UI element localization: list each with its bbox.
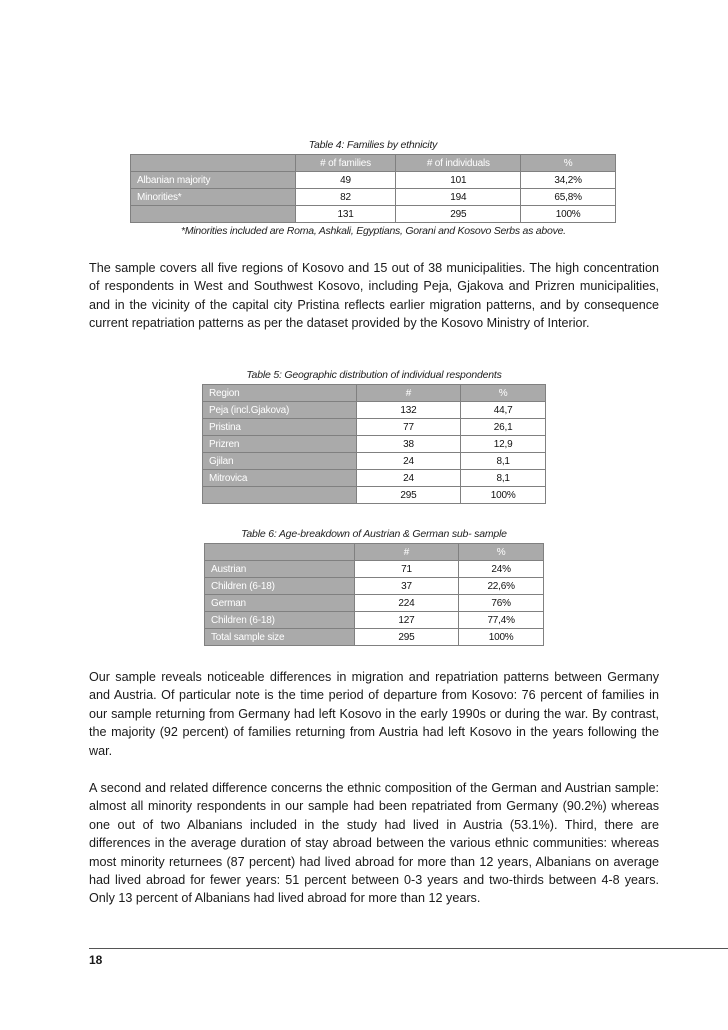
table-header-cell: # <box>354 544 459 561</box>
table-cell: 77,4% <box>459 612 544 629</box>
body-paragraph-3: A second and related difference concerns the ethnic composition of the German and Austrian sample: almost all minority respondents in our sample had been repatriated from Germany (90.2%) whereas one out of two Albanians included in the study had lived in Austria (53.1%). Third, there are differences in the average duration of stay abroad between the various ethnic communities: whereas most minority returnees (87 percent) had lived abroad for more than 12 years, Albanians on average had lived abroad for fewer years: 51 percent between 0-3 years and two-thirds between 4-8 years. Only 13 percent of Albanians had lived abroad for more than 12 years. <box>89 781 659 906</box>
table-cell: 49 <box>295 172 396 189</box>
table-cell: 71 <box>354 561 459 578</box>
row-label <box>203 487 357 504</box>
table-cell: 295 <box>354 629 459 646</box>
page-number: 18 <box>89 953 103 967</box>
table-total-row <box>203 487 546 504</box>
table4-footnote: *Minorities included are Roma, Ashkali, Egyptians, Gorani and Kosovo Serbs as above. <box>181 225 566 237</box>
body-paragraph-2: Our sample reveals noticeable differences in migration and repatriation patterns between Germany and Austria. Of particular note is the time period of departure from Kosovo: 76 percent of families in our sample returning from Germany had left Kosovo in the early 1990s or during the war. By contrast, the majority (92 percent) of families returning from Austria had left Kosovo in the years following the war. <box>89 670 659 758</box>
table-header-cell: % <box>459 544 544 561</box>
row-label: Children (6-18) <box>205 612 355 629</box>
row-label: Total sample size <box>205 629 355 646</box>
row-label: Albanian majority <box>131 172 296 189</box>
table-header-cell: % <box>461 385 546 402</box>
table-header-cell <box>131 155 296 172</box>
table-cell: 22,6% <box>459 578 544 595</box>
table-row <box>203 436 546 453</box>
body-paragraph-1: The sample covers all five regions of Kosovo and 15 out of 38 municipalities. The high concentration of respondents in West and Southwest Kosovo, including Peja, Gjakova and Prizren municipalities, and in the vicinity of the capital city Pristina reflects earlier migration patterns, and by consequence current repatriation patterns as per the dataset provided by the Kosovo Ministry of Interior. <box>89 261 659 331</box>
table-total-row <box>131 206 616 223</box>
row-label: Prizren <box>203 436 357 453</box>
table-cell: 38 <box>356 436 461 453</box>
table-header-cell <box>205 544 355 561</box>
table-cell: 82 <box>295 189 396 206</box>
table-cell: 76% <box>459 595 544 612</box>
table-cell: 24% <box>459 561 544 578</box>
table-cell: 295 <box>356 487 461 504</box>
table-cell: 34,2% <box>521 172 616 189</box>
table-cell: 224 <box>354 595 459 612</box>
row-label: Austrian <box>205 561 355 578</box>
table-row <box>131 189 616 206</box>
table-cell: 26,1 <box>461 419 546 436</box>
table-cell: 77 <box>356 419 461 436</box>
table-row <box>205 612 544 629</box>
table-row <box>203 470 546 487</box>
table-cell: 101 <box>396 172 521 189</box>
table-cell: 131 <box>295 206 396 223</box>
table-header-cell: # of families <box>295 155 396 172</box>
table5-caption: Table 5: Geographic distribution of individual respondents <box>246 369 502 381</box>
table-row <box>203 402 546 419</box>
table-cell: 44,7 <box>461 402 546 419</box>
table-cell: 24 <box>356 470 461 487</box>
table-header-cell: % <box>521 155 616 172</box>
table-header-row <box>131 155 616 172</box>
table-cell: 100% <box>459 629 544 646</box>
table-cell: 127 <box>354 612 459 629</box>
table-header-row <box>203 385 546 402</box>
table-cell: 100% <box>461 487 546 504</box>
table-cell: 65,8% <box>521 189 616 206</box>
table-row <box>205 595 544 612</box>
table4-caption: Table 4: Families by ethnicity <box>308 139 438 151</box>
table6-caption: Table 6: Age-breakdown of Austrian & German sub- sample <box>241 528 507 540</box>
table-cell: 295 <box>396 206 521 223</box>
table-row <box>205 578 544 595</box>
row-label: German <box>205 595 355 612</box>
table-row <box>131 172 616 189</box>
row-label: Pristina <box>203 419 357 436</box>
row-label: Peja (incl.Gjakova) <box>203 402 357 419</box>
table-cell: 100% <box>521 206 616 223</box>
table-cell: 8,1 <box>461 453 546 470</box>
table-header-cell: # <box>356 385 461 402</box>
row-label: Minorities* <box>131 189 296 206</box>
table-cell: 37 <box>354 578 459 595</box>
table-header-cell: Region <box>203 385 357 402</box>
table-header-cell: # of individuals <box>396 155 521 172</box>
table-row <box>203 419 546 436</box>
table-cell: 8,1 <box>461 470 546 487</box>
row-label <box>131 206 296 223</box>
footer-divider <box>89 948 728 949</box>
table6-age-breakdown <box>204 543 544 646</box>
table-row <box>205 561 544 578</box>
row-label: Gjilan <box>203 453 357 470</box>
table-total-row <box>205 629 544 646</box>
table-cell: 12,9 <box>461 436 546 453</box>
table5-geographic-distribution <box>202 384 546 504</box>
table-cell: 132 <box>356 402 461 419</box>
table-row <box>203 453 546 470</box>
row-label: Children (6-18) <box>205 578 355 595</box>
table4-families-by-ethnicity <box>130 154 616 223</box>
row-label: Mitrovica <box>203 470 357 487</box>
table-header-row <box>205 544 544 561</box>
table-cell: 194 <box>396 189 521 206</box>
table-cell: 24 <box>356 453 461 470</box>
